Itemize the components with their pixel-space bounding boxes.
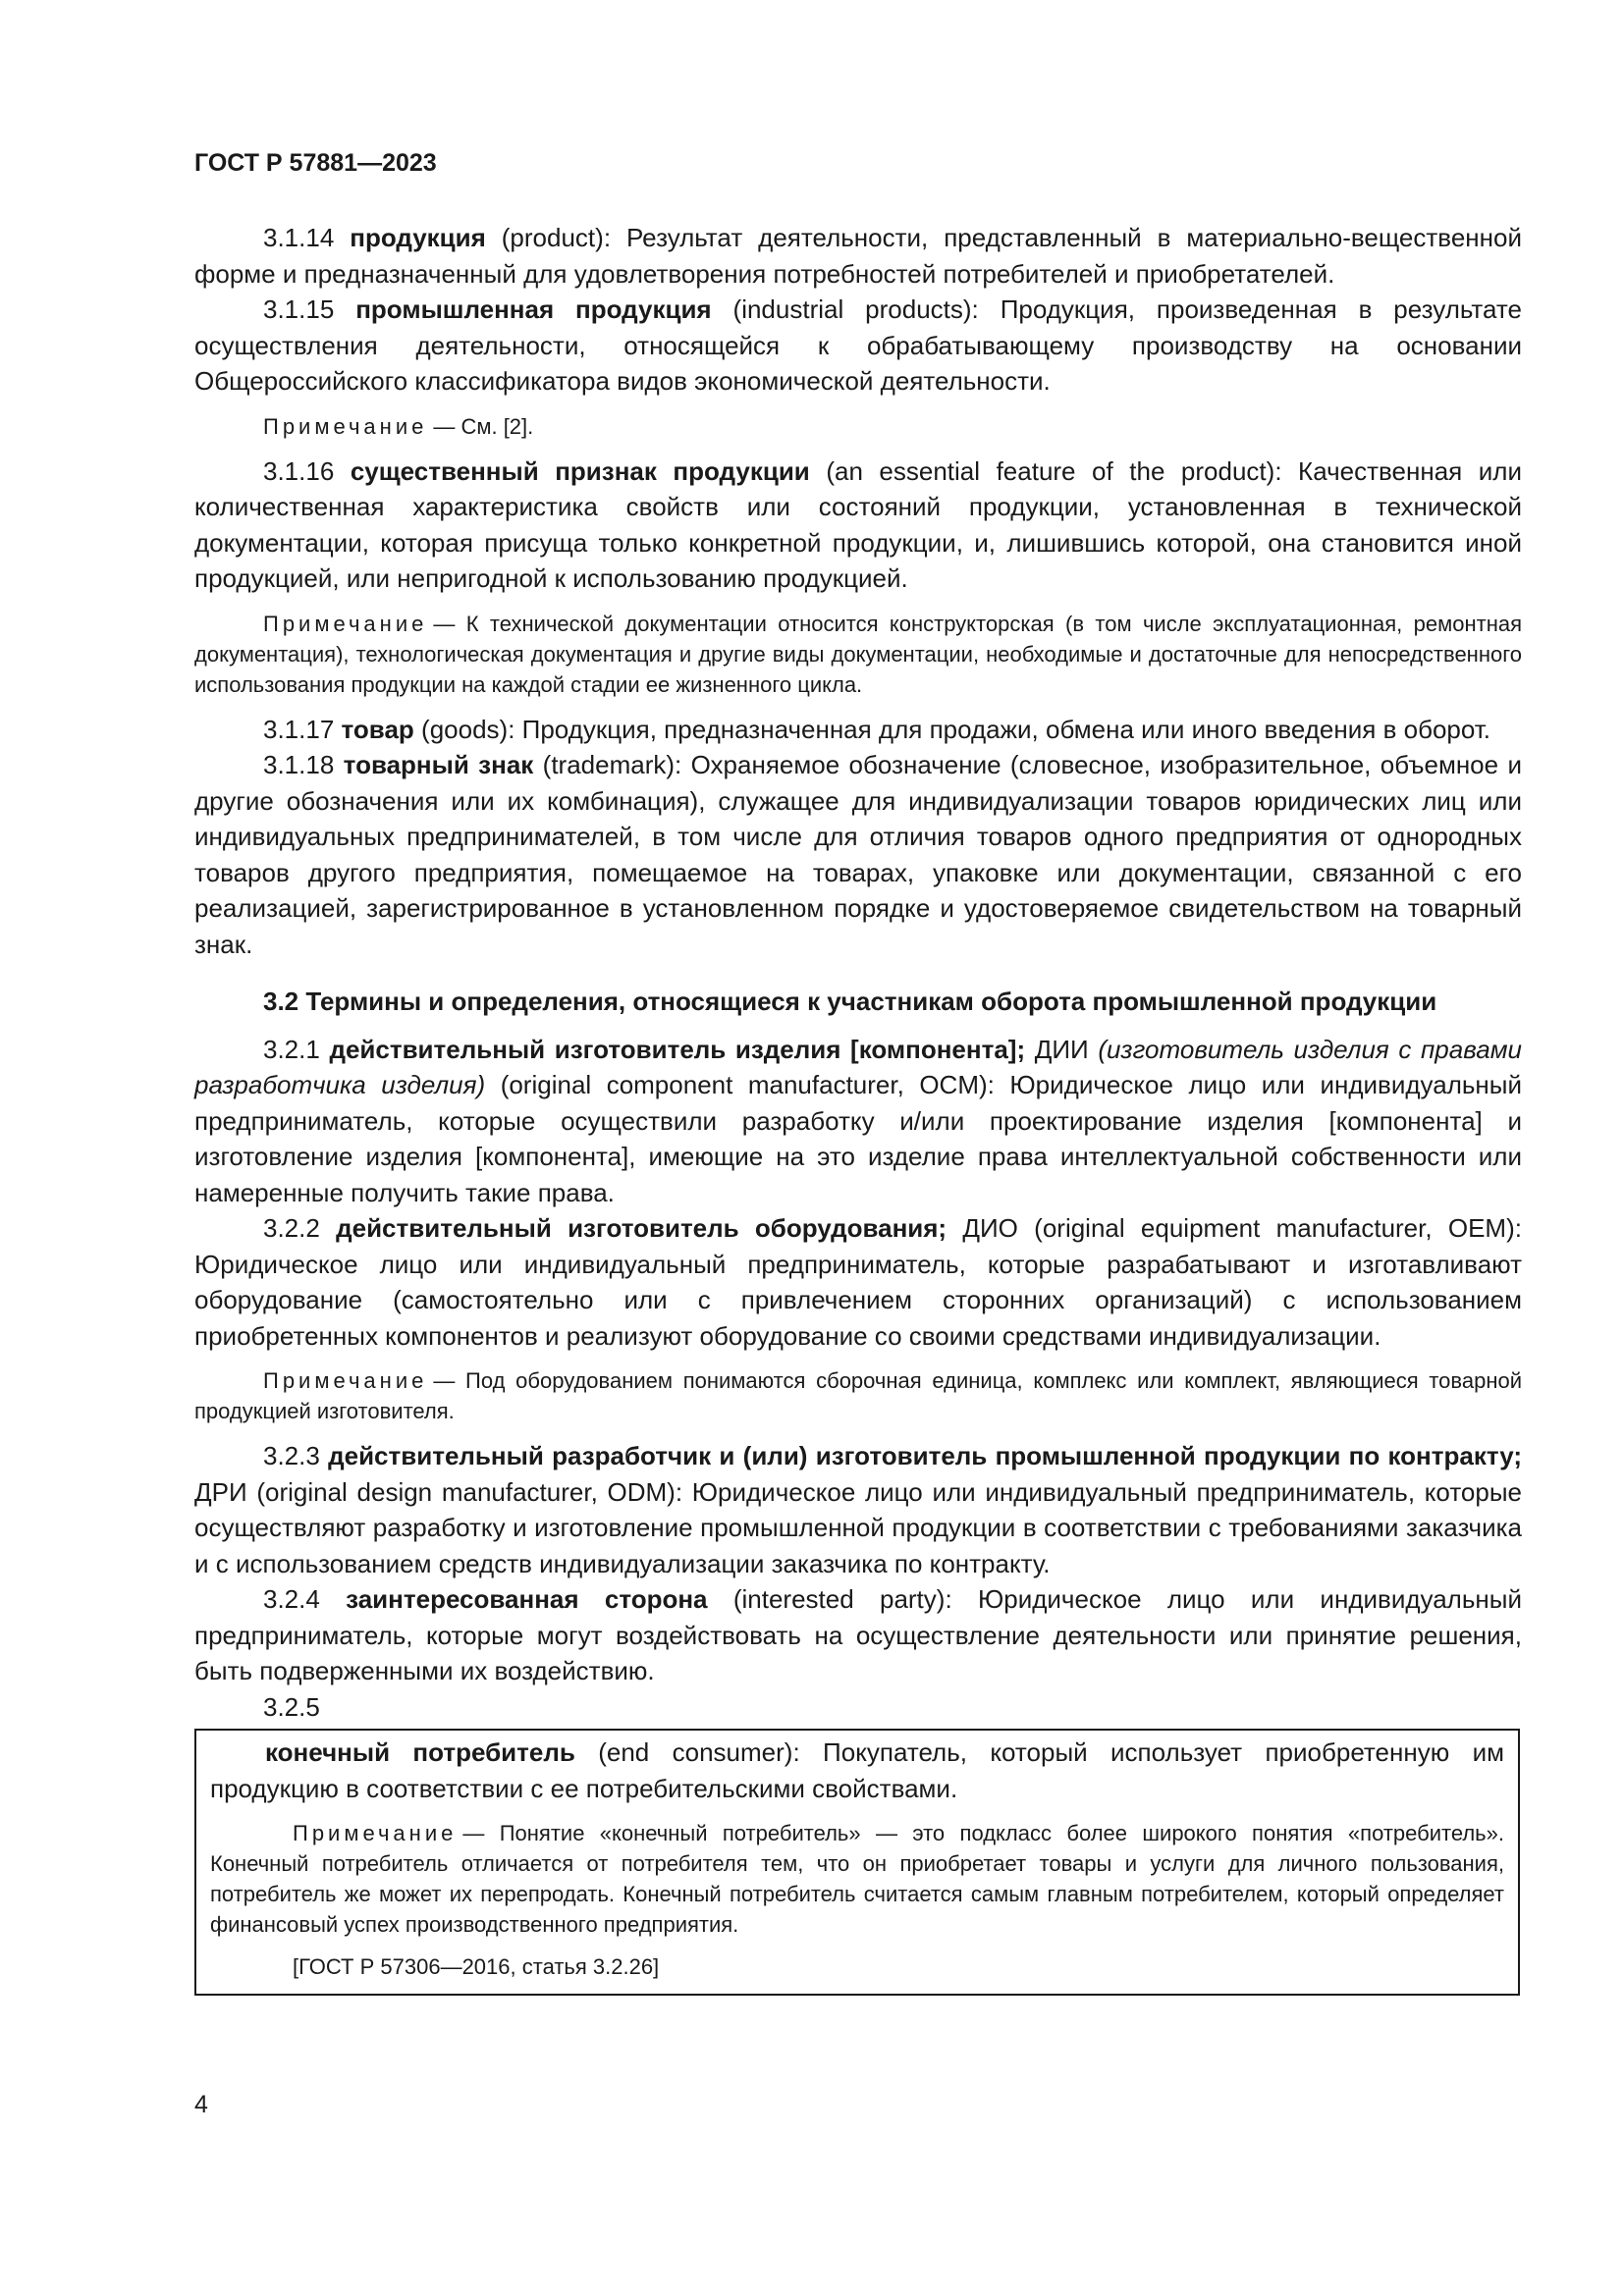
page-number: 4 xyxy=(194,2091,208,2118)
term: товар xyxy=(341,714,414,744)
note-3-2-2 xyxy=(194,1365,1522,1426)
note-3-1-16 xyxy=(194,609,1522,700)
term: заинтересованная сторона xyxy=(346,1584,708,1614)
definition-text: ДРИ (original design manufacturer, ODM): Юридическое лицо или индивидуальный предприниматель, которые осуществляют разработку и изготовление промышленной продукции в соответствии с требованиями заказчика и с использованием средств индивидуализации заказчика по контракту. xyxy=(194,1476,1522,1578)
definition-text: : Покупатель, который использует приобретенную им продукцию в соответствии с ее потребительскими свойствами. xyxy=(210,1737,1504,1803)
definition-3-1-14 xyxy=(194,220,1522,292)
term: конечный потребитель xyxy=(265,1737,575,1767)
term: существенный признак продукции xyxy=(350,455,810,486)
definition-text: ДИО (original equipment manufacturer, OEM): Юридическое лицо или индивидуальный предприниматель, которые разрабатывают и изготавливают оборудование (самостоятельно или с привлечением сторонних организаций) с использованием приобретенных компонентов и реализуют оборудование со своими средствами индивидуализации. xyxy=(194,1213,1522,1351)
note-label: Примечание xyxy=(263,611,428,636)
definition-text: : Продукция, предназначенная для продажи, обмена или иного введения в оборот. xyxy=(508,714,1491,744)
document-header: ГОСТ Р 57881—2023 xyxy=(194,149,437,177)
document-body xyxy=(194,220,1522,1996)
note-text: — Под оборудованием понимаются сборочная единица, комплекс или комплект, являющиеся товарной продукцией изготовителя. xyxy=(194,1368,1522,1423)
definition-text: : Качественная или количественная характеристика свойств или состояний продукции, установленная в технической документации, которая присуща только конкретной продукции, и, лишившись которой, она становится иной продукцией, или непригодной к использованию продукцией. xyxy=(194,455,1522,593)
term-english: (interested party) xyxy=(732,1584,946,1614)
note-label: Примечание xyxy=(263,413,428,439)
definition-3-1-16 xyxy=(194,454,1522,597)
definition-3-2-1 xyxy=(194,1032,1522,1211)
definition-text: : Результат деятельности, представленный в материально-вещественной форме и предназначенный для удовлетворения потребностей потребителей и приобретателей. xyxy=(194,223,1522,289)
definition-3-2-5 xyxy=(210,1735,1504,1806)
term-english: (product) xyxy=(501,223,604,252)
definition-3-2-3 xyxy=(194,1438,1522,1581)
term-english: (goods) xyxy=(421,714,509,744)
term-synonym: (изготовитель изделия с правами разработчика изделия) xyxy=(194,1034,1522,1099)
note-3-1-15 xyxy=(194,411,1522,442)
term-abbreviation: ДИИ xyxy=(1034,1034,1089,1064)
note-text: — См. [2]. xyxy=(433,413,534,439)
term-english: (industrial products) xyxy=(732,294,972,324)
note-text: — К технической документации относится конструкторская (в том числе эксплуатационная, ремонтная документация), технологическая документация и другие виды документации, необходимые и достаточные для непосредственного использования продукции на каждой стадии ее жизненного цикла. xyxy=(194,611,1522,697)
item-number-3-2-5: 3.2.5 xyxy=(263,1691,320,1722)
item-number: 3.2.2 xyxy=(263,1213,320,1243)
definition-text: : Юридическое лицо или индивидуальный предприниматель, которые могут воздействовать на осуществление деятельности или принятие решения, быть подверженными их воздействию. xyxy=(194,1584,1522,1685)
note-text: — Понятие «конечный потребитель» — это подкласс более широкого понятия «потребитель». Конечный потребитель отличается от потребителя тем, что он приобретает товары и услуги для личного пользования, потребитель же может их перепродать. Конечный потребитель считается самым главным потребителем, который определяет финансовый успех производственного предприятия. xyxy=(210,1821,1504,1937)
item-number: 3.2.3 xyxy=(263,1441,320,1470)
term: действительный изготовитель изделия [компонента]; xyxy=(329,1034,1026,1064)
definition-text: : Охраняемое обозначение (словесное, изобразительное, объемное и другие обозначения или их комбинация), служащее для индивидуализации товаров юридических лиц или индивидуальных предпринимателей, в том числе для отличия товаров одного предприятия от однородных товаров другого предприятия, помещаемое на товарах, упаковке или документации, связанной с его реализацией, зарегистрированное в установленном порядке и удостоверяемое свидетельством на товарный знак. xyxy=(194,750,1522,959)
note-label: Примечание xyxy=(293,1821,458,1845)
term: действительный изготовитель оборудования; xyxy=(336,1213,947,1243)
definition-3-1-18 xyxy=(194,747,1522,962)
definition-text: : Продукция, произведенная в результате осуществления деятельности, относящейся к обрабатывающему производству на основании Общероссийского классификатора видов экономической деятельности. xyxy=(194,294,1522,396)
item-number: 3.1.14 xyxy=(263,223,335,252)
definition-3-1-15 xyxy=(194,292,1522,400)
definition-3-2-4 xyxy=(194,1581,1522,1689)
source-reference: [ГОСТ Р 57306—2016, статья 3.2.26] xyxy=(293,1954,660,1979)
note-label: Примечание xyxy=(263,1368,428,1393)
definition-3-2-2 xyxy=(194,1210,1522,1354)
definition-3-1-17 xyxy=(194,712,1522,748)
term-english: (end consumer) xyxy=(598,1737,793,1767)
note-3-2-5 xyxy=(210,1818,1504,1940)
quoted-definition-box xyxy=(194,1729,1520,1996)
definition-text: (original component manufacturer, OCM): Юридическое лицо или индивидуальный предприниматель, которые осуществили разработку и/или проектирование изделия [компонента] и изготовление изделия [компонента], имеющие на это изделие права интеллектуальной собственности или намеренные получить такие права. xyxy=(194,1070,1522,1207)
term-english: (trademark) xyxy=(542,750,676,779)
item-number: 3.1.17 xyxy=(263,714,335,744)
term-english: (an essential feature of the product) xyxy=(826,455,1275,486)
item-number: 3.1.15 xyxy=(263,294,335,324)
section-heading-3-2: 3.2 Термины и определения, относящиеся к участникам оборота промышленной продукции xyxy=(263,987,1437,1016)
item-number: 3.2.1 xyxy=(263,1034,320,1064)
term: продукция xyxy=(350,223,486,252)
item-number: 3.1.18 xyxy=(263,750,335,779)
term: товарный знак xyxy=(343,750,534,779)
item-number: 3.1.16 xyxy=(263,455,335,486)
term: действительный разработчик и (или) изготовитель промышленной продукции по контракту; xyxy=(328,1441,1522,1470)
item-number: 3.2.4 xyxy=(263,1584,320,1614)
term: промышленная продукция xyxy=(355,294,712,324)
